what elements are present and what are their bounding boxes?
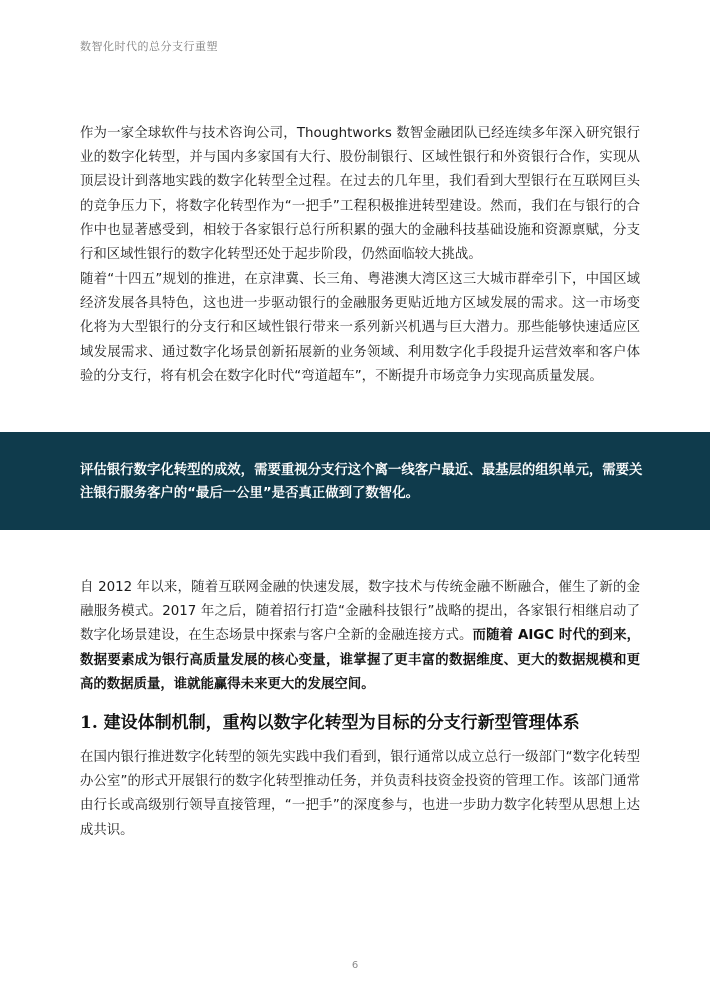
page-number: 6 — [351, 960, 359, 971]
body-paragraph-1: 作为一家全球软件与技术咨询公司，Thoughtworks 数智金融团队已经连续多年深入研究银行业的数字化转型，并与国内多家国有大行、股份制银行、区域性银行和外资银行合作，实现从顶层设计到落地实践的数字化转型全过程。在过去的几年里，我们看到大型银行在互联网巨头的竞争压力下，将数字化转型作为“一把手”工程积极推进转型建设。然而，我们在与银行的合作中也显著感受到，相较于各家银行总行所积累的强大的金融科技基础设施和资源禀赋，分支行和区域性银行的数字化转型还处于起步阶段，仍然面临较大挑战。 — [80, 126, 640, 263]
paragraph-3-regular-text: 自 2012 年以来，随着互联网金融的快速发展，数字技术与传统金融不断融合，催生了新的金融服务模式。2017 年之后，随着招行打造“金融科技银行”战略的提出，各家银行相继启动了数字化场景建设，在生态场景中探索与客户全新的金融连接方式。 — [80, 580, 640, 644]
body-paragraph-4: 在国内银行推进数字化转型的领先实践中我们看到，银行通常以成立总行一级部门“数字化转型办公室”的形式开展银行的数字化转型推动任务，并负责科技资金投资的管理工作。该部门通常由行长或高级别行领导直接管理，“一把手”的深度参与，也进一步助力数字化转型从思想上达成共识。 — [80, 750, 640, 838]
body-paragraph-2: 随着“十四五”规划的推进，在京津冀、长三角、粤港澳大湾区这三大城市群牵引下，中国区域经济发展各具特色，这也进一步驱动银行的金融服务更贴近地方区域发展的需求。这一市场变化将为大型银行的分支行和区域性银行带来一系列新兴机遇与巨大潜力。那些能够快速适应区域发展需求、通过数字化场景创新拓展新的业务领域、利用数字化手段提升运营效率和客户体验的分支行，将有机会在数字化时代“弯道超车”，不断提升市场竞争力实现高质量发展。 — [80, 272, 640, 384]
section-heading: 1. 建设体制机制，重构以数字化转型为目标的分支行新型管理体系 — [80, 713, 580, 733]
paragraph-3-bold-text: 而随着 AIGC 时代的到来，数据要素成为银行高质量发展的核心变量，谁掌握了更丰富的数据维度、更大的数据规模和更高的数据质量，谁就能赢得未来更大的发展空间。 — [80, 628, 641, 692]
body-paragraph-3 — [80, 576, 640, 697]
running-header-title: 数智化时代的总分支行重塑 — [80, 40, 218, 53]
callout-text: 评估银行数字化转型的成效，需要重视分支行这个离一线客户最近、最基层的组织单元，需要关注银行服务客户的“最后一公里”是否真正做到了数智化。 — [80, 463, 643, 501]
